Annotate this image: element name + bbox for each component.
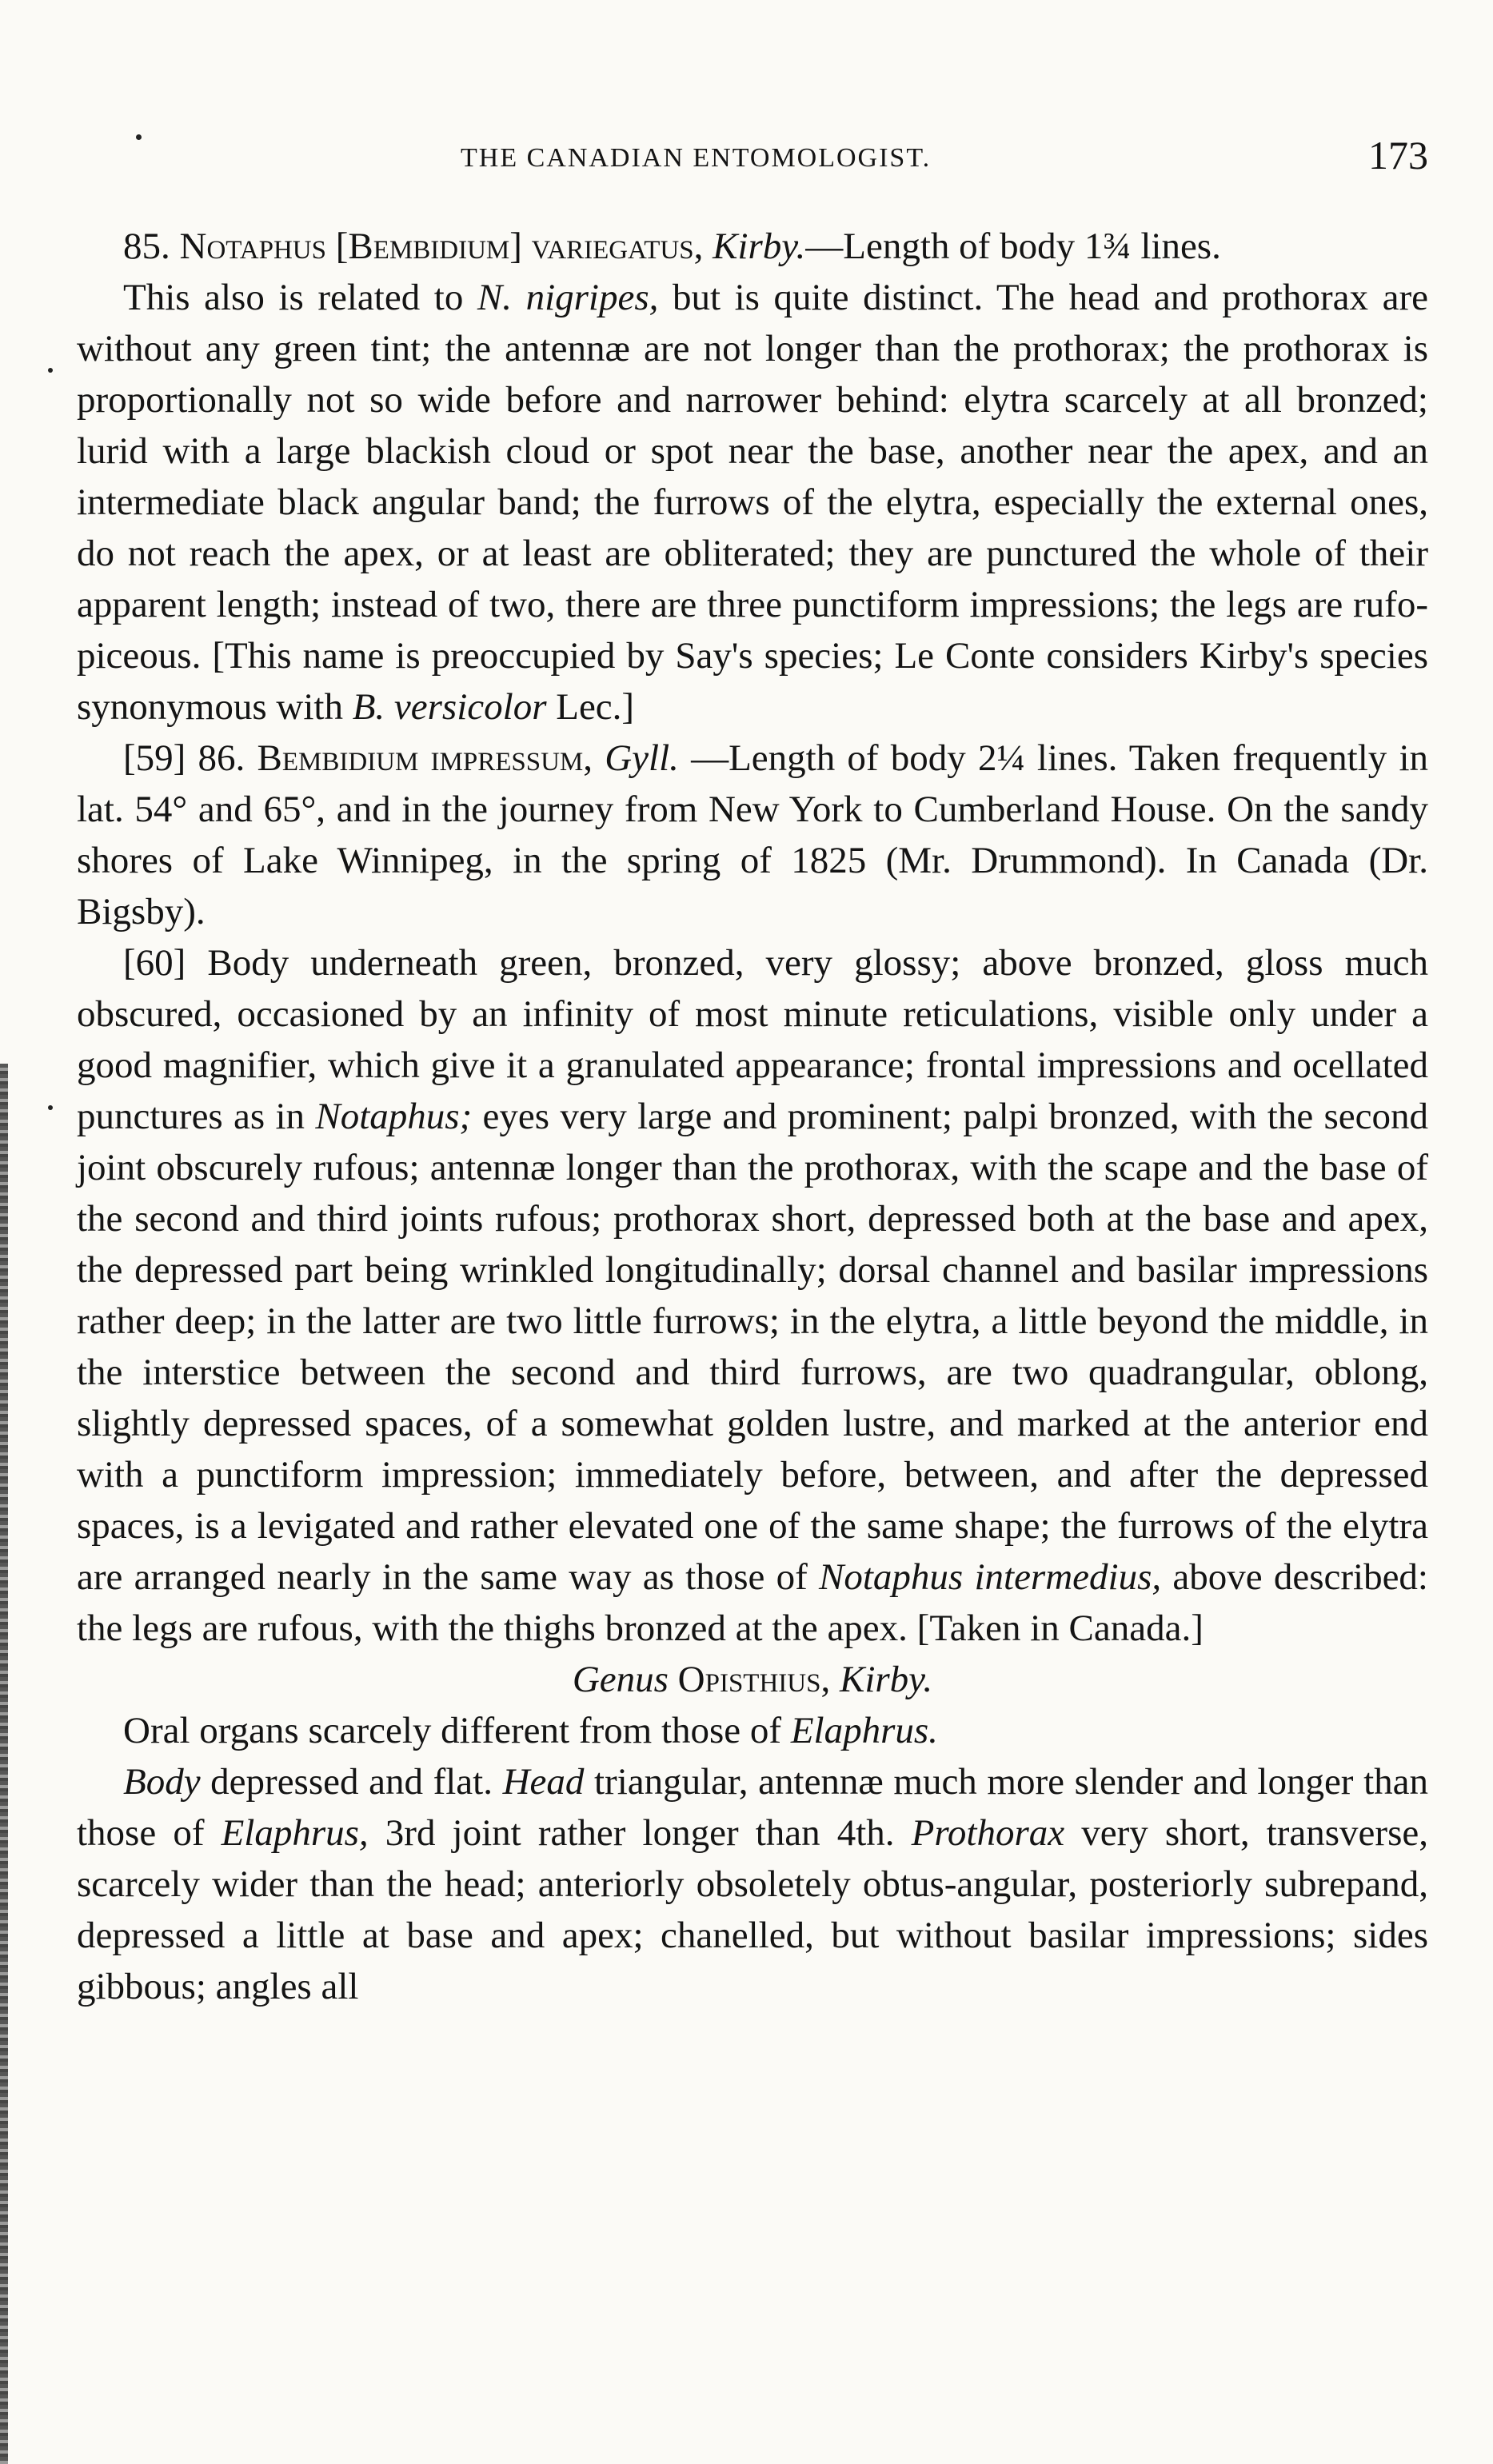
entry-length: —Length of body 1¾ lines. bbox=[805, 226, 1221, 267]
italic-run: Elaphrus. bbox=[790, 1710, 938, 1751]
entry-number: 86. bbox=[198, 737, 246, 779]
genus-word: Genus bbox=[572, 1659, 669, 1700]
text-run: This also is related to bbox=[123, 277, 477, 318]
page-number: 173 bbox=[1368, 133, 1428, 178]
italic-run: Head bbox=[502, 1761, 585, 1803]
entry-85-description bbox=[77, 272, 1428, 733]
text-run: Lec.] bbox=[546, 686, 635, 728]
running-title: THE CANADIAN ENTOMOLOGIST. bbox=[461, 143, 932, 173]
italic-run: Elaphrus, bbox=[221, 1812, 369, 1854]
entry-85-heading bbox=[77, 221, 1428, 272]
text-run: very short, transverse, scarcely wider than the head; anteriorly obsoletely obtus-angular, posteriorly subrepand, depressed a little at base and apex; chanelled, but without basilar impressions; sides gibbous; angles all bbox=[77, 1812, 1428, 2007]
text-run: [60] Body underneath green, bronzed, very glossy; above bronzed, gloss much obscured, occasioned by an infinity of most minute reticulations, visible only under a good magnifier, which give it a granulated appearance; frontal impressions and ocellated punctures as in bbox=[77, 942, 1428, 1137]
species-name: variegatus, bbox=[531, 226, 704, 267]
italic-run: N. nigripes, bbox=[477, 277, 659, 318]
page-header bbox=[77, 132, 1428, 188]
italic-run: B. versicolor bbox=[352, 686, 547, 728]
author-name: Kirby. bbox=[713, 226, 806, 267]
entry-86 bbox=[77, 733, 1428, 937]
text-run: above described: the legs are rufous, with the thighs bronzed at the apex. [Taken in Canada.] bbox=[77, 1556, 1428, 1649]
author-name: Kirby. bbox=[839, 1659, 933, 1700]
genus-heading bbox=[77, 1654, 1428, 1705]
text-run: triangular, antennæ much more slender and longer than those of bbox=[77, 1761, 1428, 1854]
oral-organs-paragraph bbox=[77, 1705, 1428, 1756]
entry-description: —Length of body 2¼ lines. Taken frequently in lat. 54° and 65°, and in the journey from New York to Cumberland House. On the sandy shores of Lake Winnipeg, in the spring of 1825 (Mr. Drummond). In Canada (Dr. Bigsby). bbox=[77, 737, 1429, 932]
italic-run: Body bbox=[123, 1761, 201, 1803]
text-run: eyes very large and prominent; palpi bronzed, with the second joint obscurely rufous; antennæ longer than the prothorax, with the scape and the base of the second and third joints rufous; prothorax short, depressed both at the base and apex, the depressed part being wrinkled longitudinally; dorsal channel and basilar impressions rather deep; in the latter are two little furrows; in the elytra, a little beyond the middle, in the interstice between the second and third furrows, are two quadrangular, oblong, slightly depressed spaces, of a somewhat golden lustre, and marked at the anterior end with a punctiform impression; immediately before, between, and after the depressed spaces, is a levigated and rather elevated one of the same shape; the furrows of the elytra are arranged nearly in the same way as those of bbox=[77, 1096, 1428, 1598]
author-name: Gyll. bbox=[605, 737, 679, 779]
ink-speck bbox=[48, 368, 53, 373]
genus-name: Opisthius, bbox=[677, 1659, 831, 1700]
scan-edge bbox=[0, 1064, 8, 2464]
subgenus-name: [Bembidium] bbox=[335, 226, 522, 267]
entry-60-description bbox=[77, 937, 1428, 1654]
reference-number: [59] bbox=[123, 737, 186, 779]
species-name: Bembidium impressum, bbox=[257, 737, 593, 779]
text-run: 3rd joint rather longer than 4th. bbox=[368, 1812, 912, 1854]
entry-number: 85. bbox=[123, 226, 170, 267]
text-run: Oral organs scarcely different from those of bbox=[123, 1710, 791, 1751]
genus-name: Notaphus bbox=[179, 226, 326, 267]
text-run: but is quite distinct. The head and prothorax are without any green tint; the antennæ are not longer than the prothorax; the prothorax is proportionally not so wide before and narrower behind: elytra scarcely at all bronzed; lurid with a large blackish cloud or spot near the base, another near the apex, and an intermediate black angular band; the furrows of the elytra, especially the external ones, do not reach the apex, or at least are obliterated; they are punctured the whole of their apparent length; instead of two, there are three punctiform impressions; the legs are rufo-piceous. [This name is preoccupied by Say's species; Le Conte considers Kirby's species synonymous with bbox=[77, 277, 1428, 728]
italic-run: Notaphus intermedius, bbox=[819, 1556, 1162, 1598]
italic-run: Prothorax bbox=[911, 1812, 1065, 1854]
text-run: depressed and flat. bbox=[200, 1761, 503, 1803]
ink-speck bbox=[48, 1105, 53, 1110]
body-text bbox=[77, 221, 1428, 2012]
italic-run: Notaphus; bbox=[315, 1096, 473, 1137]
body-description-paragraph bbox=[77, 1756, 1428, 2012]
